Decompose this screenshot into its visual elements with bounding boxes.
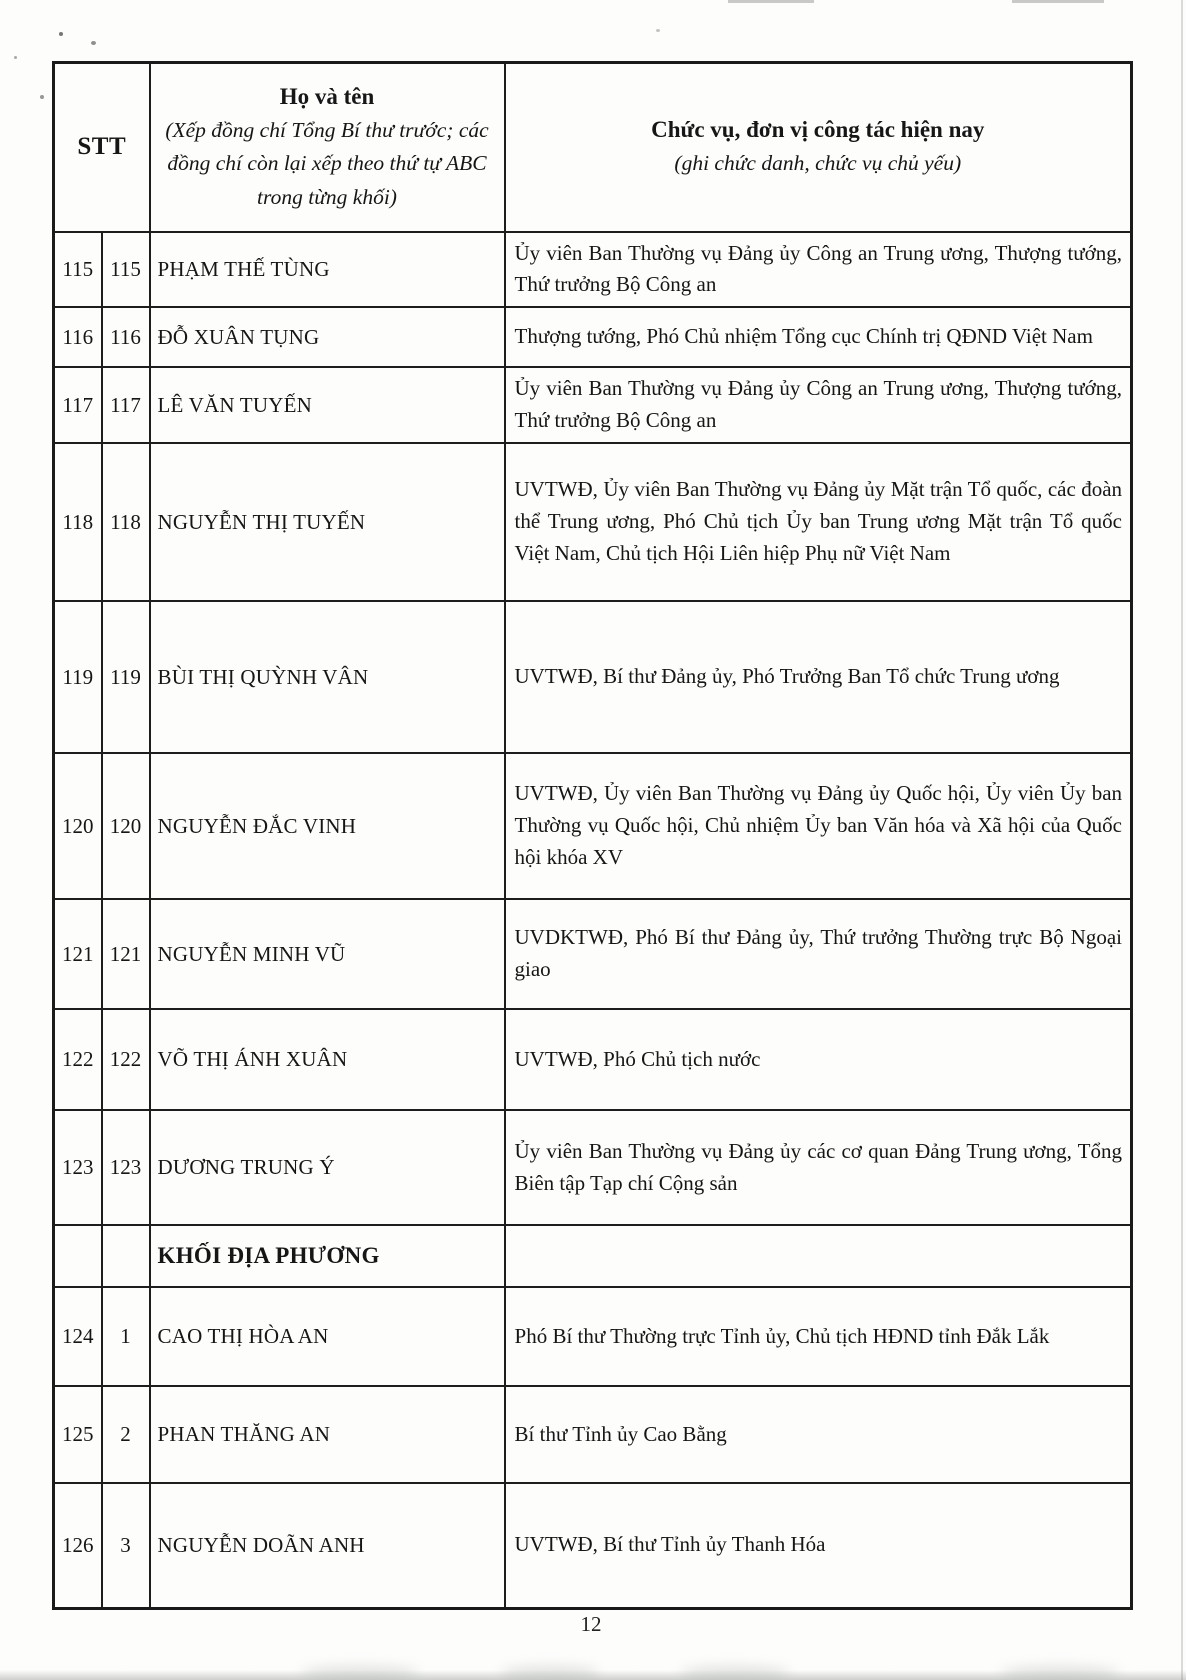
row-stt: 120 (54, 753, 102, 899)
table-row (54, 899, 1132, 1009)
row-position: UVTWĐ, Ủy viên Ban Thường vụ Đảng ủy Mặt trận Tổ quốc, các đoàn thể Trung ương, Phó Chủ tịch Ủy ban Trung ương Mặt trận Tổ quốc Việt Nam, Chủ tịch Hội Liên hiệp Phụ nữ Việt Nam (505, 443, 1132, 601)
row-sub-stt: 118 (102, 443, 150, 601)
table-row (54, 1009, 1132, 1110)
row-name: PHAN THĂNG AN (150, 1386, 505, 1483)
scan-edge-line (1181, 0, 1183, 1680)
row-stt: 125 (54, 1386, 102, 1483)
officials-table (52, 61, 1133, 1610)
row-position (505, 1225, 1132, 1287)
scan-speck (656, 29, 660, 32)
page-number: 12 (580, 1612, 602, 1636)
row-sub-stt: 121 (102, 899, 150, 1009)
row-stt: 123 (54, 1110, 102, 1225)
row-position: Ủy viên Ban Thường vụ Đảng ủy Công an Trung ương, Thượng tướng, Thứ trưởng Bộ Công an (505, 367, 1132, 443)
scan-bottom-shadow (0, 1670, 1186, 1680)
header-stt: STT (54, 63, 150, 232)
header-position-note: (ghi chức danh, chức vụ chủ yếu) (674, 151, 962, 176)
table-row (54, 443, 1132, 601)
scan-speck (59, 32, 63, 36)
table-row (54, 1483, 1132, 1608)
row-sub-stt: 119 (102, 601, 150, 753)
row-sub-stt: 3 (102, 1483, 150, 1608)
row-name: VÕ THỊ ÁNH XUÂN (150, 1009, 505, 1110)
row-sub-stt: 117 (102, 367, 150, 443)
row-stt: 121 (54, 899, 102, 1009)
row-position: Ủy viên Ban Thường vụ Đảng ủy Công an Trung ương, Thượng tướng, Thứ trưởng Bộ Công an (505, 232, 1132, 308)
table-row (54, 1225, 1132, 1287)
table-row (54, 232, 1132, 308)
header-position-title: Chức vụ, đơn vị công tác hiện nay (651, 117, 985, 142)
row-sub-stt: 115 (102, 232, 150, 308)
table-row (54, 601, 1132, 753)
row-sub-stt: 116 (102, 307, 150, 367)
header-name-note: (Xếp đồng chí Tổng Bí thư trước; các đồng chí còn lại xếp theo thứ tự ABC trong từng khối) (165, 117, 489, 209)
scan-edge-mark (1012, 0, 1104, 3)
header-position (505, 63, 1132, 232)
row-stt: 124 (54, 1287, 102, 1386)
row-stt: 116 (54, 307, 102, 367)
row-stt: 122 (54, 1009, 102, 1110)
row-sub-stt: 1 (102, 1287, 150, 1386)
row-stt: 119 (54, 601, 102, 753)
row-sub-stt: 123 (102, 1110, 150, 1225)
table-row (54, 1287, 1132, 1386)
scan-speck (14, 56, 17, 59)
row-position: UVTWĐ, Bí thư Đảng ủy, Phó Trưởng Ban Tổ chức Trung ương (505, 601, 1132, 753)
row-name: CAO THỊ HÒA AN (150, 1287, 505, 1386)
row-name: ĐỖ XUÂN TỤNG (150, 307, 505, 367)
table-row (54, 1386, 1132, 1483)
table-row (54, 367, 1132, 443)
row-position: UVTWĐ, Bí thư Tỉnh ủy Thanh Hóa (505, 1483, 1132, 1608)
header-row (54, 63, 1132, 232)
row-name: DƯƠNG TRUNG Ý (150, 1110, 505, 1225)
scan-speck (40, 95, 44, 99)
row-position: UVDKTWĐ, Phó Bí thư Đảng ủy, Thứ trưởng Thường trực Bộ Ngoại giao (505, 899, 1132, 1009)
row-name: PHẠM THẾ TÙNG (150, 232, 505, 308)
row-name: NGUYỄN MINH VŨ (150, 899, 505, 1009)
row-name: NGUYỄN THỊ TUYẾN (150, 443, 505, 601)
row-sub-stt (102, 1225, 150, 1287)
row-name: LÊ VĂN TUYẾN (150, 367, 505, 443)
row-stt: 115 (54, 232, 102, 308)
row-sub-stt: 2 (102, 1386, 150, 1483)
row-name: BÙI THỊ QUỲNH VÂN (150, 601, 505, 753)
table-row (54, 1110, 1132, 1225)
table-header (54, 63, 1132, 232)
row-position: UVTWĐ, Phó Chủ tịch nước (505, 1009, 1132, 1110)
row-position: Bí thư Tỉnh ủy Cao Bằng (505, 1386, 1132, 1483)
row-sub-stt: 120 (102, 753, 150, 899)
row-position: Phó Bí thư Thường trực Tỉnh ủy, Chủ tịch HĐND tỉnh Đắk Lắk (505, 1287, 1132, 1386)
table-row (54, 753, 1132, 899)
row-stt: 118 (54, 443, 102, 601)
row-position: Ủy viên Ban Thường vụ Đảng ủy các cơ quan Đảng Trung ương, Tổng Biên tập Tạp chí Cộng sản (505, 1110, 1132, 1225)
scan-edge-mark (728, 0, 814, 3)
row-stt (54, 1225, 102, 1287)
row-position: UVTWĐ, Ủy viên Ban Thường vụ Đảng ủy Quốc hội, Ủy viên Ủy ban Thường vụ Quốc hội, Chủ nhiệm Ủy ban Văn hóa và Xã hội của Quốc hội khóa XV (505, 753, 1132, 899)
row-name: KHỐI ĐỊA PHƯƠNG (150, 1225, 505, 1287)
row-stt: 126 (54, 1483, 102, 1608)
header-name-title: Họ và tên (279, 83, 375, 109)
row-name: NGUYỄN ĐẮC VINH (150, 753, 505, 899)
scan-speck (91, 41, 96, 45)
row-sub-stt: 122 (102, 1009, 150, 1110)
row-position: Thượng tướng, Phó Chủ nhiệm Tổng cục Chính trị QĐND Việt Nam (505, 307, 1132, 367)
header-name (150, 63, 505, 232)
table-row (54, 307, 1132, 367)
table-body (54, 232, 1132, 1609)
row-stt: 117 (54, 367, 102, 443)
row-name: NGUYỄN DOÃN ANH (150, 1483, 505, 1608)
